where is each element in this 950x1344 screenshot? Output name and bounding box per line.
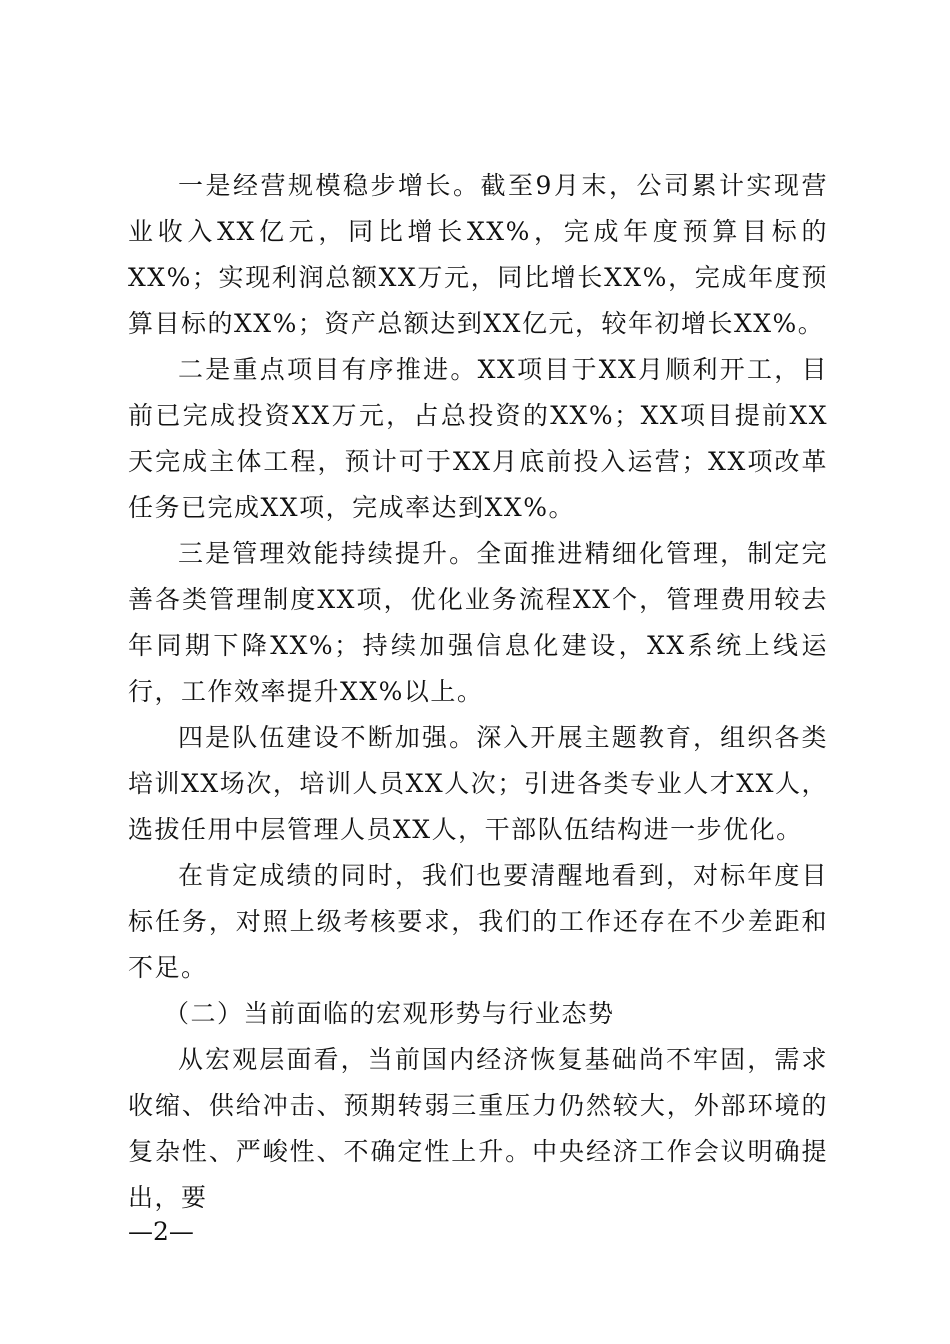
document-body — [128, 163, 828, 1221]
paragraph-business-scale: 一是经营规模稳步增长。截至9月末，公司累计实现营业收入XX亿元，同比增长XX%，完成年度预算目标的XX%；实现利润总额XX万元，同比增长XX%，完成年度预算目标的XX%；资产总额达到XX亿元，较年初增长XX%。 — [128, 171, 828, 338]
paragraph-key-projects: 二是重点项目有序推进。XX项目于XX月顺利开工，目前已完成投资XX万元，占总投资的XX%；XX项目提前XX天完成主体工程，预计可于XX月底前投入运营；XX项改革任务已完成XX项，完成率达到XX%。 — [128, 355, 828, 522]
paragraph-macro-situation: 从宏观层面看，当前国内经济恢复基础尚不牢固，需求收缩、供给冲击、预期转弱三重压力仍然较大，外部环境的复杂性、严峻性、不确定性上升。中央经济工作会议明确提出，要 — [128, 1045, 828, 1212]
paragraph-team-building: 四是队伍建设不断加强。深入开展主题教育，组织各类培训XX场次，培训人员XX人次；引进各类专业人才XX人，选拔任用中层管理人员XX人，干部队伍结构进一步优化。 — [128, 723, 828, 844]
paragraph-management-efficiency: 三是管理效能持续提升。全面推进精细化管理，制定完善各类管理制度XX项，优化业务流程XX个，管理费用较去年同期下降XX%；持续加强信息化建设，XX系统上线运行，工作效率提升XX%以上。 — [128, 539, 828, 706]
section-heading: （二）当前面临的宏观形势与行业态势 — [164, 999, 615, 1028]
page-number: —2— — [128, 1217, 194, 1246]
paragraph-shortcomings: 在肯定成绩的同时，我们也要清醒地看到，对标年度目标任务，对照上级考核要求，我们的工作还存在不少差距和不足。 — [128, 861, 828, 982]
